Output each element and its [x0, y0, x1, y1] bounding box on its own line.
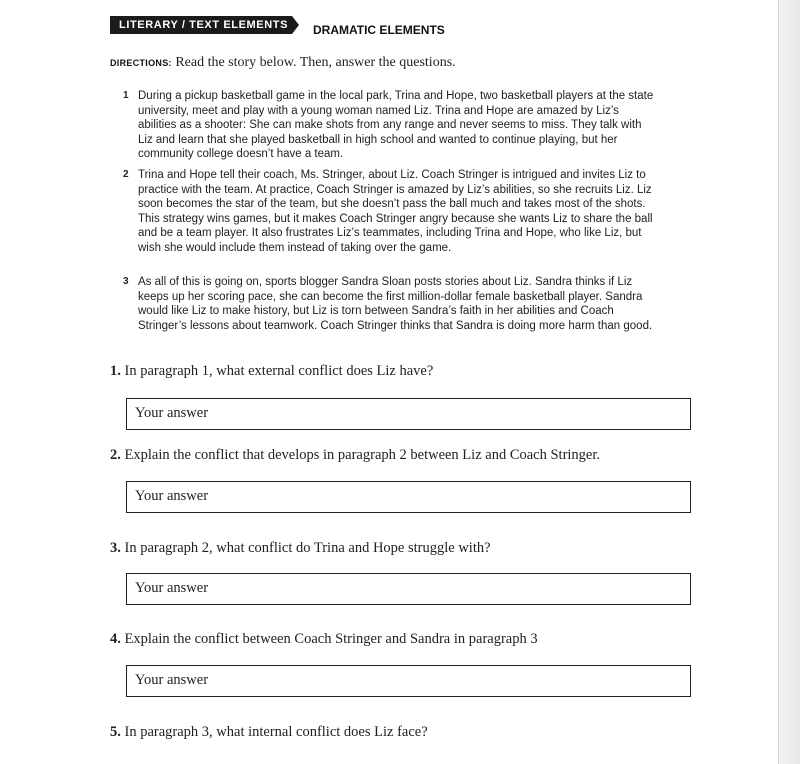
paragraph-text: During a pickup basketball game in the local park, Trina and Hope, two basketball players at the state university, meet and play with a young woman named Liz. Trina and Hope are amazed by Liz’s abilities as a shooter: She can make shots from any range and never seems to miss. They talk with Liz and learn that she played basketball in high school and wanted to continue playing, but her community college doesn’t have a team.	[138, 90, 654, 160]
question-1	[110, 363, 433, 380]
question-number: 4.	[110, 631, 121, 647]
paragraph-text: As all of this is going on, sports blogger Sandra Sloan posts stories about Liz. Sandra thinks if Liz keeps up her scoring pace, she can become the first million-dollar female basketball player. Sandra would like Liz to make history, but Liz is torn between Sandra’s faith in her abilities and Coach Stringer’s lessons about teamwork. Coach Stringer thinks that Sandra is doing more harm than good.	[138, 276, 653, 332]
question-number: 3.	[110, 540, 121, 556]
question-number: 2.	[110, 447, 121, 463]
directions-label: DIRECTIONS:	[110, 58, 172, 68]
question-4	[110, 631, 538, 648]
tag-arrow-icon	[292, 16, 299, 34]
paragraph-number: 3	[123, 276, 129, 287]
question-text: In paragraph 2, what conflict do Trina and Hope struggle with?	[124, 540, 491, 556]
passage-paragraph-2	[123, 168, 658, 255]
question-number: 1.	[110, 363, 121, 379]
answer-field-2[interactable]: Your answer	[126, 481, 691, 513]
paragraph-number: 2	[123, 169, 129, 180]
paragraph-number: 1	[123, 90, 129, 101]
paragraph-text: Trina and Hope tell their coach, Ms. Stringer, about Liz. Coach Stringer is intrigued and invites Liz to practice with the team. At practice, Coach Stringer is amazed by Liz’s abilities, so she recruits Liz. Liz soon becomes the star of the team, but she doesn’t pass the ball much and takes most of the shots. This strategy wins games, but it makes Coach Stringer angry because she wants Liz to share the ball and be a team player. It also frustrates Liz’s teammates, including Trina and Hope, who like Liz, but wish she would include them instead of taking over the game.	[138, 169, 653, 254]
section-title: DRAMATIC ELEMENTS	[313, 23, 445, 37]
answer-field-3[interactable]: Your answer	[126, 573, 691, 605]
category-tag: LITERARY / TEXT ELEMENTS	[110, 16, 292, 34]
question-text: Explain the conflict between Coach Stringer and Sandra in paragraph 3	[124, 631, 538, 647]
question-text: In paragraph 3, what internal conflict does Liz face?	[124, 724, 428, 740]
question-3	[110, 540, 491, 557]
question-5	[110, 724, 428, 741]
passage-paragraph-1	[123, 89, 658, 162]
question-number: 5.	[110, 724, 121, 740]
passage-paragraph-3	[123, 275, 658, 333]
directions	[110, 55, 456, 71]
question-2	[110, 447, 600, 464]
answer-field-1[interactable]: Your answer	[126, 398, 691, 430]
directions-text: Read the story below. Then, answer the questions.	[175, 55, 456, 70]
page-edge	[778, 0, 800, 764]
answer-field-4[interactable]: Your answer	[126, 665, 691, 697]
question-text: In paragraph 1, what external conflict does Liz have?	[124, 363, 434, 379]
question-text: Explain the conflict that develops in paragraph 2 between Liz and Coach Stringer.	[124, 447, 601, 463]
